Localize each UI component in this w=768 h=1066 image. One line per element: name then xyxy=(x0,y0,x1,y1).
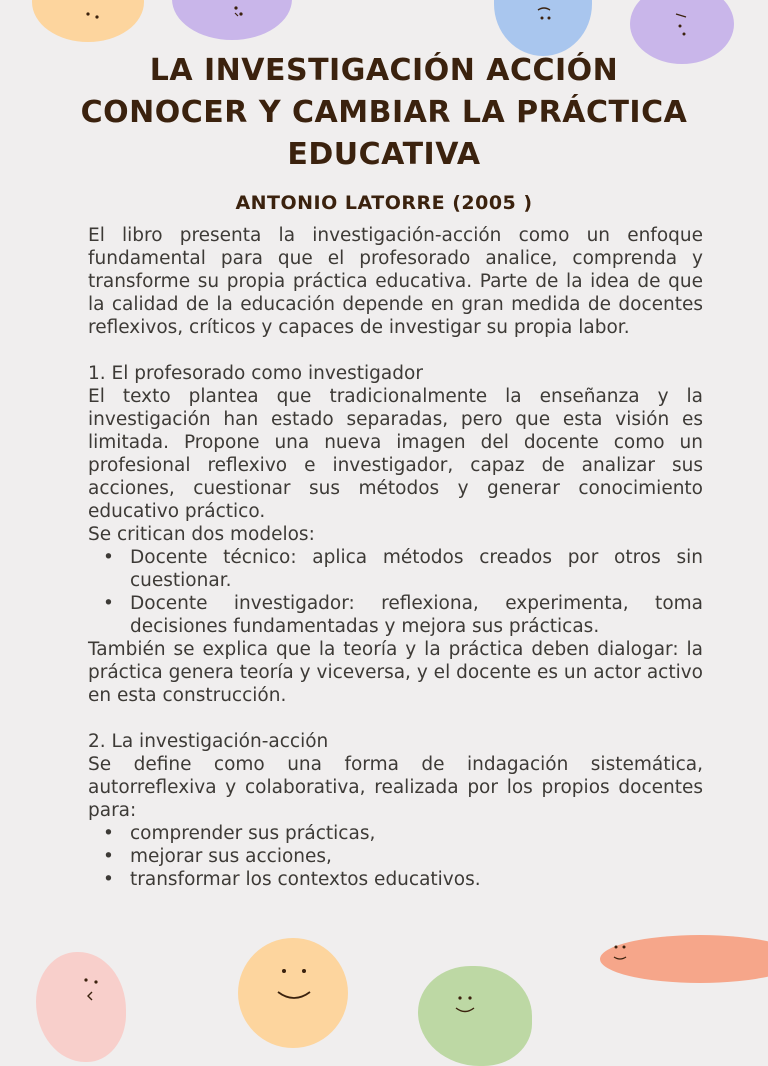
face-icon xyxy=(36,952,126,1062)
title-line: LA INVESTIGACIÓN ACCIÓN xyxy=(149,53,619,88)
bullet-icon: • xyxy=(103,547,114,568)
section-1-heading: 1. El profesorado como investigador xyxy=(88,363,423,384)
bullet-icon: • xyxy=(103,869,114,890)
intro-paragraph: El libro presenta la investigación-acción como un enfoque fundamental para que el profesorado analice, comprenda y transforme su propia práctica educativa. Parte de la idea de que la calidad de la educación depende en gran medida de docentes reflexivos, críticos y capaces de investigar su propia labor. xyxy=(88,225,703,338)
section-1-closing: También se explica que la teoría y la práctica deben dialogar: la práctica genera teoría y viceversa, y el docente es un actor activo en esta construcción. xyxy=(88,639,703,706)
title-line: EDUCATIVA xyxy=(287,137,481,172)
face-icon xyxy=(494,0,592,56)
list-item-text: Docente técnico: aplica métodos creados por otros sin cuestionar. xyxy=(130,547,703,591)
list-item-text: mejorar sus acciones, xyxy=(130,846,332,867)
list-item xyxy=(103,845,703,868)
orange-blob-top-left xyxy=(32,0,144,42)
bullet-icon: • xyxy=(103,823,114,844)
section-2-body: Se define como una forma de indagación sistemática, autorreflexiva y colaborativa, realizada por los propios docentes para: xyxy=(88,754,703,821)
pink-blob-bottom-left xyxy=(36,952,126,1062)
models-list xyxy=(88,546,703,638)
face-icon xyxy=(32,0,144,42)
page-title xyxy=(40,50,728,176)
list-item-text: comprender sus prácticas, xyxy=(130,823,376,844)
list-item xyxy=(103,868,703,891)
lilac-blob-top xyxy=(172,0,292,40)
section-1-body: El texto plantea que tradicionalmente la enseñanza y la investigación han estado separadas, pero que esta visión es limitada. Propone una nueva imagen del docente como un profesional reflexivo e investigador, capaz de analizar sus acciones, cuestionar sus métodos y generar conocimiento educativo práctico. xyxy=(88,386,703,522)
title-line: CONOCER Y CAMBIAR LA PRÁCTICA xyxy=(80,95,688,130)
list-item xyxy=(103,546,703,592)
list-item xyxy=(103,822,703,845)
face-icon xyxy=(172,0,292,40)
bullet-icon: • xyxy=(103,846,114,867)
purposes-list xyxy=(88,822,703,891)
list-item xyxy=(103,592,703,638)
document-body xyxy=(88,224,703,891)
list-item-text: Docente investigador: reflexiona, experimenta, toma decisiones fundamentadas y mejora sus prácticas. xyxy=(130,593,703,637)
section-2-heading: 2. La investigación-acción xyxy=(88,731,329,752)
green-blob-bottom xyxy=(418,966,532,1066)
paragraph-gap xyxy=(88,339,703,362)
coral-blob-bottom-right xyxy=(600,935,768,983)
bullet-icon: • xyxy=(103,593,114,614)
blue-blob-top xyxy=(494,0,592,56)
paragraph-gap xyxy=(88,707,703,730)
models-intro: Se critican dos modelos: xyxy=(88,524,315,545)
yellow-blob-bottom xyxy=(238,938,348,1048)
face-icon xyxy=(418,966,532,1066)
author-line: ANTONIO LATORRE (2005 ) xyxy=(235,192,533,214)
face-icon xyxy=(600,935,768,983)
list-item-text: transformar los contextos educativos. xyxy=(130,869,481,890)
face-icon xyxy=(238,938,348,1048)
